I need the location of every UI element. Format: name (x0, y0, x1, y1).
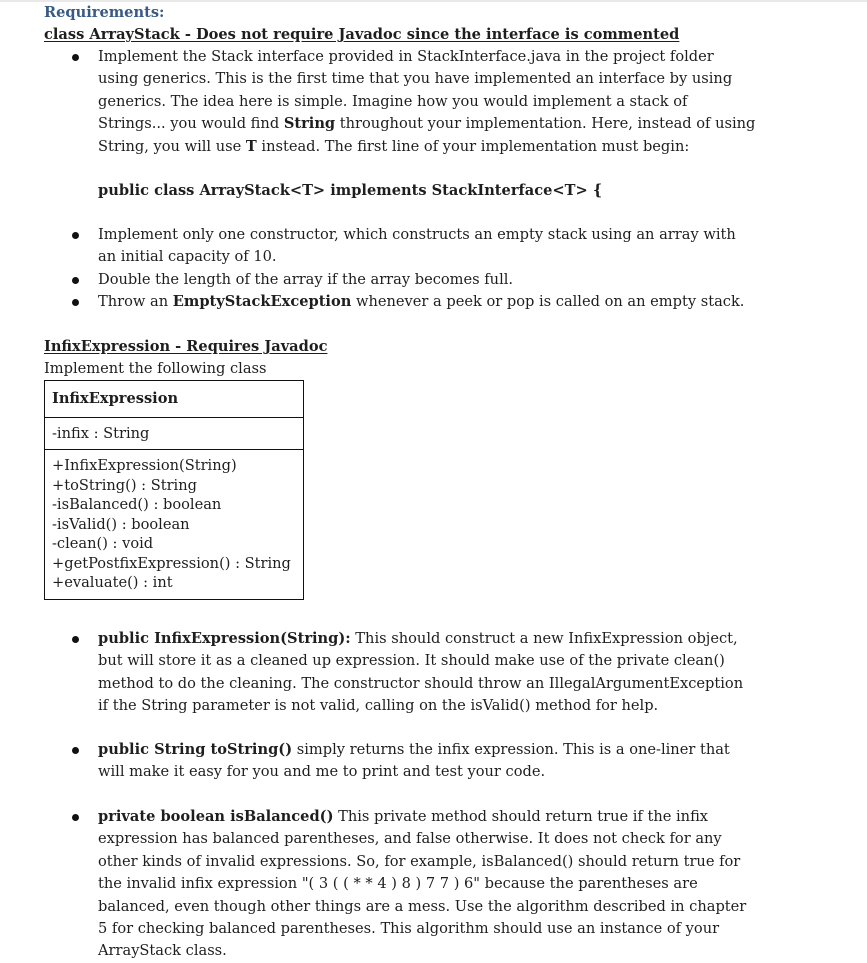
arraystack-bullet-constructor: Implement only one constructor, which constructs an empty stack using an array with an initial capacity of 10. (0, 224, 820, 269)
infix-bullet-constructor-list (0, 628, 820, 718)
bold-run: String (283, 115, 336, 133)
method-signature: public InfixExpression(String): (98, 630, 351, 647)
infix-bullet-isbalanced (0, 806, 820, 963)
arraystack-bullet-double: Double the length of the array if the array becomes full. (0, 269, 820, 291)
uml-method: -clean() : void (52, 535, 154, 552)
uml-method: +InfixExpression(String) (52, 457, 237, 474)
text-run: This should construct a new InfixExpression object, but will store it as a cleaned up expression. It should make use of the private clean() method to do the cleaning. The constructor should throw an IllegalArgumentException if the String parameter is not valid, calling on the isValid() method for help. (98, 630, 744, 715)
text-run: whenever a peek or pop is called on an empty stack. (351, 293, 745, 311)
infix-bullet-isbalanced-list (0, 806, 820, 963)
uml-method: +toString() : String (52, 476, 197, 494)
uml-method: -isBalanced() : boolean (52, 496, 222, 513)
uml-class-name: InfixExpression (45, 381, 304, 418)
uml-methods (45, 450, 304, 600)
infix-bullet-constructor (0, 628, 820, 718)
uml-method: +evaluate() : int (52, 574, 173, 591)
uml-method: +getPostfixExpression() : String (52, 554, 291, 572)
uml-method: -isValid() : boolean (52, 515, 190, 533)
text-run: Throw an (98, 293, 173, 311)
arraystack-bullet-generics (0, 46, 820, 158)
infix-bullet-tostring-list (0, 739, 820, 784)
text-run: instead. The first line of your implementation must begin: (256, 137, 690, 155)
uml-field: -infix : String (45, 417, 304, 450)
method-signature: public String toString() (98, 741, 293, 758)
text-run: throughout your implementation. Here, instead of using String, you will use (98, 115, 756, 155)
infix-section-title: InfixExpression - Requires Javadoc (44, 338, 328, 355)
uml-class-diagram (44, 380, 304, 600)
arraystack-section-title: class ArrayStack - Does not require Javadoc since the interface is commented (44, 26, 680, 43)
method-signature: private boolean isBalanced() (98, 808, 334, 825)
arraystack-bullets-1 (0, 46, 820, 158)
text-run: simply returns the infix expression. This is a one-liner that will make it easy for you and me to print and test your code. (98, 741, 730, 781)
infix-intro: Implement the following class (44, 360, 267, 377)
requirements-heading: Requirements: (44, 4, 165, 21)
text-run: This private method should return true if the infix expression has balanced parentheses, and false otherwise. It does not check for any other kinds of invalid expressions. So, for example, isBalanced() should return true for the invalid infix expression "( 3 ( ( * * 4 ) 8 ) 7 7 ) 6" because the parentheses are balanced, even though other things are a mess. Use the algorithm described in chapter 5 for checking balanced parentheses. This algorithm should use an instance of your ArrayStack class. (98, 808, 747, 960)
arraystack-bullet-exception (0, 291, 820, 313)
text-run: Implement the Stack interface provided in StackInterface.java in the project folder using generics. This is the first time that you have implemented an interface by using generics. The idea here is simple. Imagine how you would implement a stack of Strings... you would find (98, 48, 733, 133)
class-declaration-code: public class ArrayStack<T> implements StackInterface<T> { (98, 182, 603, 199)
bold-run: EmptyStackException (172, 293, 352, 311)
infix-bullet-tostring (0, 739, 820, 784)
arraystack-bullets-2 (0, 224, 820, 314)
bold-run: T (245, 137, 257, 155)
